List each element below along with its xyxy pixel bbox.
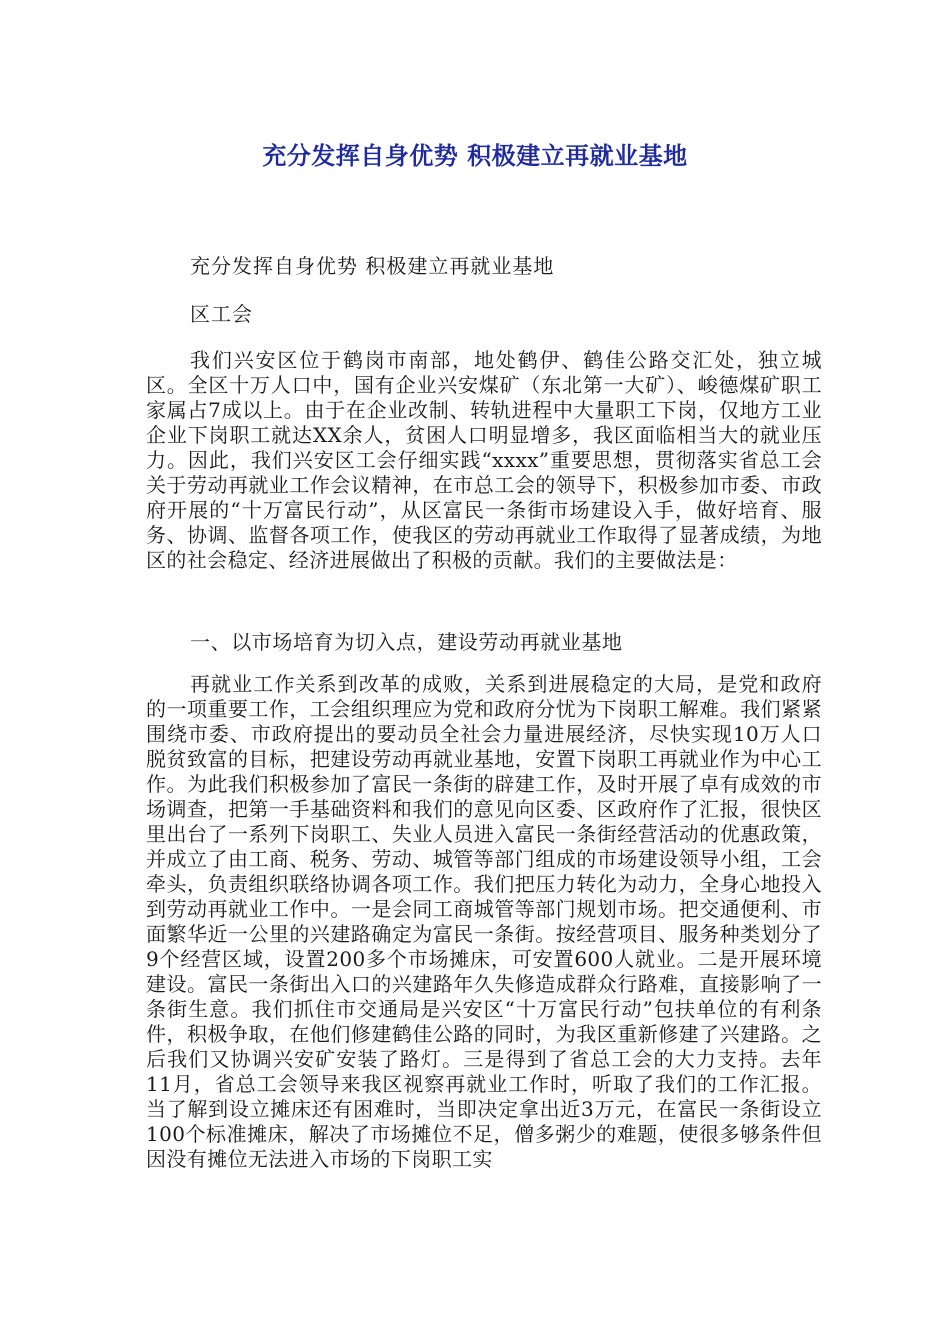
paragraph-1: 我们兴安区位于鹤岗市南部，地处鹤伊、鹤佳公路交汇处，独立城区。全区十万人口中，国有企业兴安煤矿（东北第一大矿）、峻德煤矿职工家属占7成以上。由于在企业改制、转轨进程中大量职工下岗，仅地方工业企业下岗职工就达XX余人，贫困人口明显增多，我区面临相当大的就业压力。因此，我们兴安区工会仔细实践“xxxx”重要思想，贯彻落实省总工会关于劳动再就业工作会议精神，在市总工会的领导下，积极参加市委、市政府开展的“十万富民行动”，从区富民一条街市场建设入手，做好培育、服务、协调、监督各项工作，使我区的劳动再就业工作取得了显著成绩，为地区的社会稳定、经济进展做出了积极的贡献。我们的主要做法是： — [146, 348, 822, 572]
document-title: 充分发挥自身优势 积极建立再就业基地 — [262, 142, 688, 170]
paragraph-2: 再就业工作关系到改革的成败，关系到进展稳定的大局，是党和政府的一项重要工作，工会组织理应为党和政府分忧为下岗职工解难。我们紧紧围绕市委、市政府提出的要动员全社会力量进展经济，尽快实现10万人口脱贫致富的目标，把建设劳动再就业基地，安置下岗职工再就业作为中心工作。为此我们积极参加了富民一条街的辟建工作，及时开展了卓有成效的市场调查，把第一手基础资料和我们的意见向区委、区政府作了汇报，很快区里出台了一系列下岗职工、失业人员进入富民一条街经营活动的优惠政策，并成立了由工商、税务、劳动、城管等部门组成的市场建设领导小组，工会牵头，负责组织联络协调各项工作。我们把压力转化为动力，全身心地投入到劳动再就业工作中。一是会同工商城管等部门规划市场。把交通便利、市面繁华近一公里的兴建路确定为富民一条街。按经营项目、服务种类划分了9个经营区域，设置200多个市场摊床，可安置600人就业。二是开展环境建设。富民一条街出入口的兴建路年久失修造成群众行路难，直接影响了一条街生意。我们抓住市交通局是兴安区“十万富民行动”包扶单位的有利条件，积极争取，在他们修建鹤佳公路的同时，为我区重新修建了兴建路。之后我们又协调兴安矿安装了路灯。三是得到了省总工会的大力支持。去年11月，省总工会领导来我区视察再就业工作时，听取了我们的工作汇报。当了解到设立摊床还有困难时，当即决定拿出近3万元，在富民一条街设立100个标准摊床，解决了市场摊位不足，僧多粥少的难题，使很多够条件但因没有摊位无法进入市场的下岗职工实 — [146, 672, 822, 1171]
document-author: 区工会 — [190, 302, 253, 326]
document-subtitle: 充分发挥自身优势 积极建立再就业基地 — [190, 254, 555, 278]
section-heading-1: 一、以市场培育为切入点，建设劳动再就业基地 — [190, 630, 623, 654]
